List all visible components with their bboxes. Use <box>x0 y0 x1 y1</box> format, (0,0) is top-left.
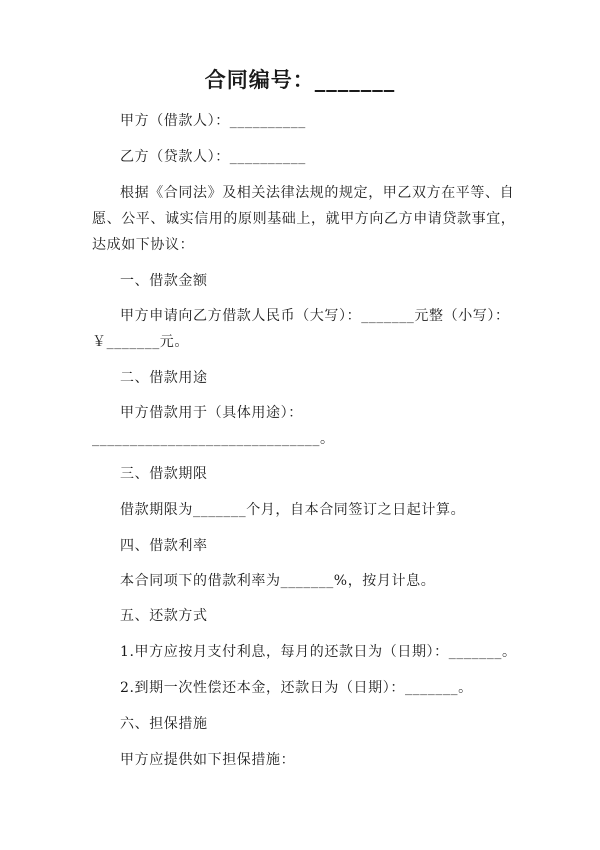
section-rate-heading: 四、借款利率 <box>120 538 208 554</box>
repay-item-2: 2.到期一次性偿还本金，还款日为（日期）：_______。 <box>120 680 473 696</box>
section-amount-heading: 一、借款金额 <box>120 273 208 289</box>
preamble-line-1: 根据《合同法》及相关法律法规的规定，甲乙双方在平等、自 <box>120 185 515 201</box>
section-guarantee-heading: 六、担保措施 <box>120 716 208 732</box>
amount-text-line-1: 甲方申请向乙方借款人民币（大写）：_______元整（小写）： <box>120 308 510 324</box>
contract-number-title: 合同编号：_______ <box>204 68 396 92</box>
preamble-line-3: 达成如下协议： <box>92 237 195 253</box>
section-repay-heading: 五、还款方式 <box>120 608 208 624</box>
purpose-text-line-2: ______________________________。 <box>92 431 335 447</box>
party-a-line: 甲方（借款人）：__________ <box>120 113 306 129</box>
amount-text-line-2: ￥_______元。 <box>92 334 189 350</box>
purpose-text-line-1: 甲方借款用于（具体用途）： <box>120 405 303 421</box>
party-b-line: 乙方（贷款人）：__________ <box>120 149 306 165</box>
rate-text: 本合同项下的借款利率为_______%，按月计息。 <box>120 573 436 589</box>
guarantee-text: 甲方应提供如下担保措施： <box>120 752 296 768</box>
repay-item-1: 1.甲方应按月支付利息，每月的还款日为（日期）：_______。 <box>120 644 517 660</box>
preamble-line-2: 愿、公平、诚实信用的原则基础上，就甲方向乙方申请贷款事宜， <box>92 211 516 227</box>
section-term-heading: 三、借款期限 <box>120 466 208 482</box>
section-purpose-heading: 二、借款用途 <box>120 370 208 386</box>
term-text: 借款期限为_______个月，自本合同签订之日起计算。 <box>120 502 466 518</box>
